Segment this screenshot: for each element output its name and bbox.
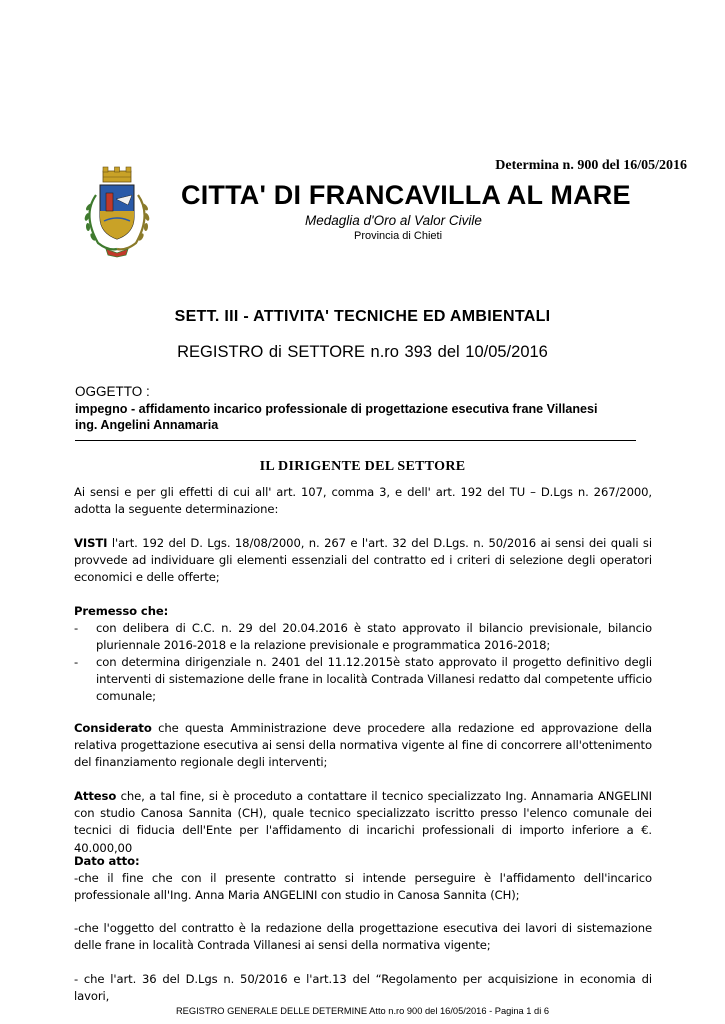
city-subtitle: Medaglia d'Oro al Valor Civile xyxy=(305,213,482,228)
city-title: CITTA' DI FRANCAVILLA AL MARE xyxy=(181,180,631,210)
determina-number: Determina n. 900 del 16/05/2016 xyxy=(495,158,687,173)
oggetto-line-2: ing. Angelini Annamaria xyxy=(75,418,219,432)
section-heading: IL DIRIGENTE DEL SETTORE xyxy=(259,459,466,474)
dato-atto-item-2: -che l'oggetto del contratto è la redazione della progettazione esecutiva dei lavori di sistemazione delle frane in località Contrada Villanesi ai sensi della normativa vigente; xyxy=(74,921,652,953)
atteso-label: Atteso xyxy=(74,789,117,803)
considerato-label: Considerato xyxy=(74,721,152,735)
divider xyxy=(75,440,636,441)
considerato-text: che questa Amministrazione deve procedere alla redazione ed approvazione della relativa progettazione esecutiva ai sensi della normativa vigente al fine di concorrere all'ottenimento del finanziamento regionale degli interventi; xyxy=(74,721,652,770)
premesso-item: - con delibera di C.C. n. 29 del 20.04.2016 è stato approvato il bilancio previsionale, bilancio pluriennale 2016-2018 e la relazione previsionale e programmatica 2016-2018; xyxy=(74,621,652,653)
registro-line: REGISTRO di SETTORE n.ro 393 del 10/05/2016 xyxy=(177,343,548,361)
coat-of-arms-icon xyxy=(76,165,158,260)
atteso-paragraph xyxy=(74,788,652,857)
oggetto-label: OGGETTO : xyxy=(75,384,150,399)
visti-paragraph xyxy=(74,535,652,587)
sector-heading: SETT. III - ATTIVITA' TECNICHE ED AMBIENTALI xyxy=(174,308,551,325)
dato-atto-item-3: - che l'art. 36 del D.Lgs n. 50/2016 e l'art.13 del “Regolamento per acquisizione in economia di lavori, xyxy=(74,972,652,1004)
considerato-paragraph xyxy=(74,720,652,772)
dato-atto-label: Dato atto: xyxy=(74,854,140,868)
page-footer: REGISTRO GENERALE DELLE DETERMINE Atto n.ro 900 del 16/05/2016 - Pagina 1 di 6 xyxy=(175,1006,550,1016)
province-label: Provincia di Chieti xyxy=(354,230,443,242)
oggetto-line-1: impegno - affidamento incarico professionale di progettazione esecutiva frane Villanesi xyxy=(75,402,598,416)
visti-label: VISTI xyxy=(74,536,108,550)
dato-atto-item-1: -che il fine che con il presente contratto si intende perseguire è l'affidamento dell'incarico professionale all'Ing. Anna Maria ANGELINI con studio in Canosa Sannita (CH); xyxy=(74,871,652,903)
visti-text: l'art. 192 del D. Lgs. 18/08/2000, n. 267 e l'art. 32 del D.Lgs. n. 50/2016 ai sensi dei quali si provvede ad individuare gli elementi essenziali del contratto ed i criteri di selezione degli operatori economici e delle offerte; xyxy=(74,536,652,585)
atteso-text: che, a tal fine, si è proceduto a contattare il tecnico specializzato Ing. Annamaria ANGELINI con studio Canosa Sannita (CH), quale tecnico specializzato iscritto presso l'elenco comunale dei tecnici di fiducia dell'Ente per l'affidamento di incarichi professionali di importo inferiore a €. 40.000,00 xyxy=(74,789,652,855)
premesso-label: Premesso che: xyxy=(74,604,169,618)
intro-paragraph: Ai sensi e per gli effetti di cui all' art. 107, comma 3, e dell' art. 192 del TU – D.Lgs n. 267/2000, adotta la seguente determinazione: xyxy=(74,485,652,517)
oggetto-text xyxy=(75,401,655,433)
premesso-item: - con determina dirigenziale n. 2401 del 11.12.2015è stato approvato il progetto definitivo degli interventi di sistemazione delle frane in località Contrada Villanesi redatto dal competente ufficio comunale; xyxy=(74,655,652,704)
